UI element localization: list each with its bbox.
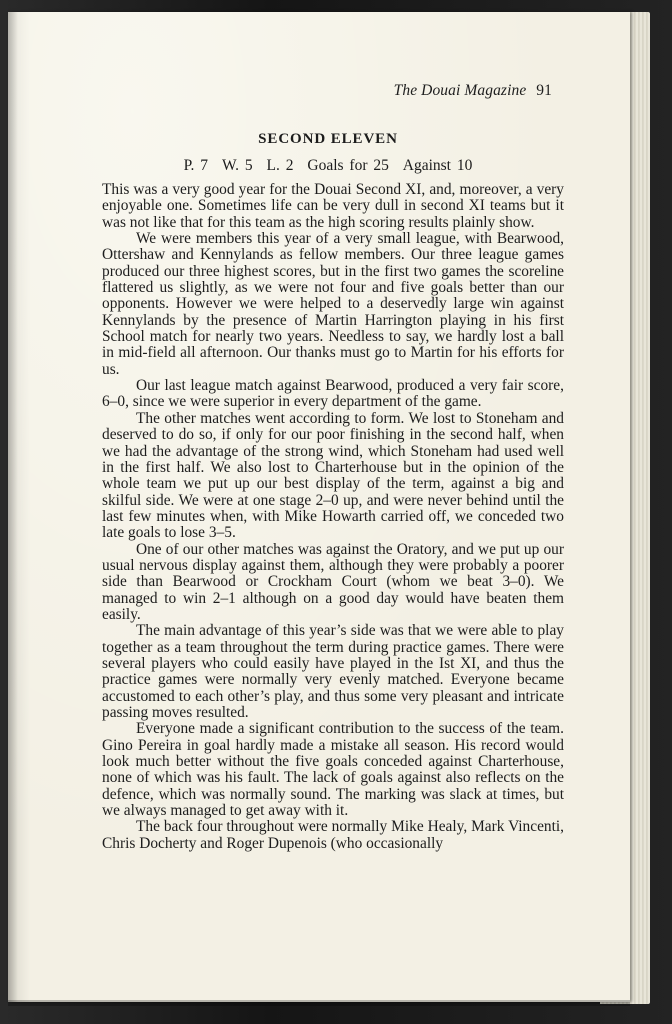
paragraph: The main advantage of this year’s side was that we were able to play together as a team throughout the term during practice games. There were several players who could easily have played in the Ist XI, and thus the practice games were normally very evenly matched. Everyone became accustomed to each other’s play, and thus some very pleasant and intricate passing moves resulted. (102, 622, 564, 721)
paragraph: One of our other matches was against the Oratory, and we put up our usual nervous display against them, although they were probably a poorer side than Bearwood or Crockham Court (whom we beat 3–0). We managed to win 2–1 although on a good day would have beaten them easily. (102, 540, 564, 623)
paragraph: The other matches went according to form. We lost to Stoneham and deserved to do so, if only for our poor finishing in the second half, when we had the advantage of the strong wind, which Stoneham had used well in the first half. We also lost to Charterhouse but in the opinion of the whole team we put up our best display of the term, against a big and skilful side. We were at one stage 2–0 up, and were never behind until the last few minutes when, with Mike Howarth carried off, we conceded two late goals to lose 3–5. (102, 409, 564, 542)
article-heading: SECOND ELEVEN (258, 131, 398, 147)
record-won: W. 5 (221, 157, 253, 174)
season-record (92, 157, 564, 175)
record-played: P. 7 (183, 157, 209, 174)
page-number: 91 (536, 82, 552, 99)
article-body (102, 182, 564, 852)
binding-shadow (8, 12, 18, 1002)
paragraph: Our last league match against Bearwood, produced a very fair score, 6–0, since we were superior in every department of the game. (102, 377, 564, 411)
running-head (8, 82, 552, 100)
paragraph: This was a very good year for the Douai Second XI, and, moreover, a very enjoyable one. Sometimes life can be very dull in second XI teams but it was not like that for this team as the high scoring results plainly show. (102, 181, 564, 231)
paragraph: The back four throughout were normally Mike Healy, Mark Vincenti, Chris Docherty and Roger Dupenois (who occasionally (102, 818, 564, 852)
magazine-title: The Douai Magazine (393, 82, 527, 99)
record-lost: L. 2 (266, 157, 294, 174)
paragraph: We were members this year of a very small league, with Bearwood, Ottershaw and Kennylands as fellow members. Our three league games produced our three highest scores, but in the first two games the scoreline flattered us slightly, as we were not four and five goals better than our opponents. However we were helped to a deservedly large win against Kennylands by the presence of Martin Harrington playing in his first School match for nearly two years. Needless to say, we hardly lost a ball in mid-field all afternoon. Our thanks must go to Martin for his efforts for us. (102, 230, 564, 378)
magazine-page (8, 12, 630, 1002)
paragraph: Everyone made a significant contribution to the success of the team. Gino Pereira in goal hardly made a mistake all season. His record would look much better without the five goals conceded against Charterhouse, none of which was his fault. The lack of goals against also reflects on the defence, which was normally sound. The marking was slack at times, but we always managed to get away with it. (102, 720, 564, 820)
record-goals-for: Goals for 25 (307, 157, 389, 174)
record-goals-against: Against 10 (402, 157, 473, 174)
page-bottom-shadow (8, 1000, 630, 1006)
